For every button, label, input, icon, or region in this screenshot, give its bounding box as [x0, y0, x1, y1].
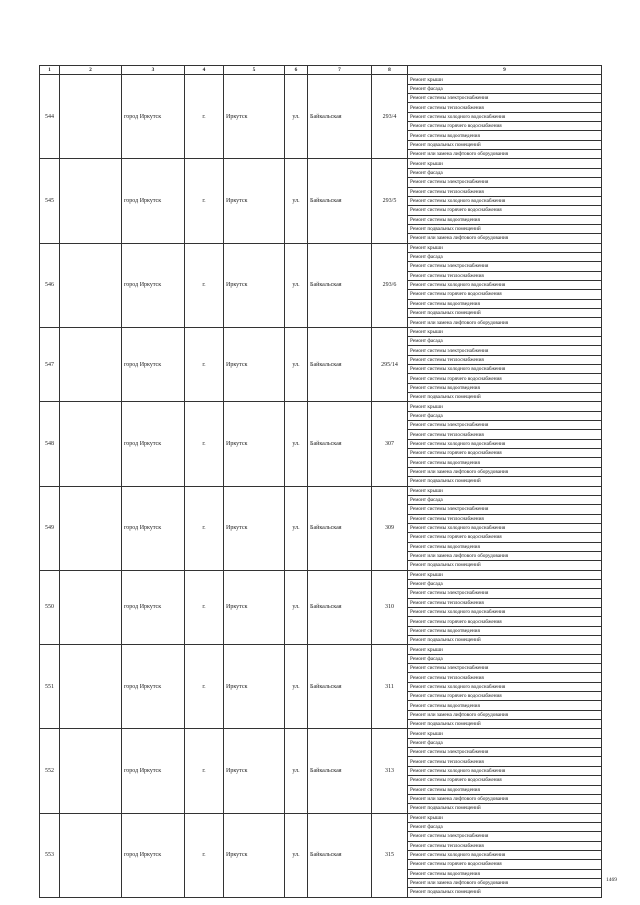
settlement-cell: город Иркутск	[122, 402, 185, 486]
repair-work-item: Ремонт крыши	[408, 570, 602, 579]
repair-work-item: Ремонт системы теплоснабжения	[408, 187, 602, 196]
repair-work-item: Ремонт системы холодного водоснабжения	[408, 607, 602, 616]
city-cell: Иркутск	[224, 570, 285, 645]
street-type-cell: ул.	[285, 813, 308, 897]
row-number-cell: 546	[40, 243, 60, 327]
repair-work-item: Ремонт системы холодного водоснабжения	[408, 439, 602, 448]
repair-work-item: Ремонт или замена лифтового оборудования	[408, 467, 602, 476]
city-type-cell: г.	[185, 243, 224, 327]
repair-work-item: Ремонт системы холодного водоснабжения	[408, 766, 602, 775]
empty-cell	[60, 729, 122, 813]
row-number-cell: 544	[40, 75, 60, 159]
street-cell: Байкальская	[308, 729, 372, 813]
house-number-cell: 309	[372, 486, 408, 570]
street-cell: Байкальская	[308, 645, 372, 729]
repair-work-item: Ремонт системы холодного водоснабжения	[408, 196, 602, 205]
house-number-cell: 307	[372, 402, 408, 486]
repair-work-item: Ремонт системы водоотведения	[408, 626, 602, 635]
repair-work-item: Ремонт системы горячего водоснабжения	[408, 692, 602, 701]
repair-work-item: Ремонт системы холодного водоснабжения	[408, 850, 602, 859]
street-cell: Байкальская	[308, 813, 372, 897]
empty-cell	[60, 570, 122, 645]
repair-work-item: Ремонт подвальных помещений	[408, 224, 602, 233]
repair-work-item: Ремонт системы водоотведения	[408, 131, 602, 140]
repair-work-item: Ремонт системы горячего водоснабжения	[408, 449, 602, 458]
row-number-cell: 553	[40, 813, 60, 897]
column-number: 7	[308, 66, 372, 75]
row-number-cell: 545	[40, 159, 60, 243]
city-cell: Иркутск	[224, 75, 285, 159]
house-number-cell: 310	[372, 570, 408, 645]
city-cell: Иркутск	[224, 243, 285, 327]
city-cell: Иркутск	[224, 402, 285, 486]
table-row	[40, 75, 602, 84]
repair-work-item: Ремонт системы теплоснабжения	[408, 355, 602, 364]
repair-work-item: Ремонт фасада	[408, 337, 602, 346]
row-number-cell: 549	[40, 486, 60, 570]
repair-work-item: Ремонт фасада	[408, 654, 602, 663]
repair-work-item: Ремонт подвальных помещений	[408, 804, 602, 813]
repair-work-item: Ремонт подвальных помещений	[408, 140, 602, 149]
repair-work-item: Ремонт фасада	[408, 579, 602, 588]
repair-work-item: Ремонт системы электроснабжения	[408, 421, 602, 430]
row-number-cell: 552	[40, 729, 60, 813]
table-row	[40, 570, 602, 579]
repair-work-item: Ремонт системы электроснабжения	[408, 664, 602, 673]
street-cell: Байкальская	[308, 486, 372, 570]
repair-work-item: Ремонт системы теплоснабжения	[408, 103, 602, 112]
empty-cell	[60, 645, 122, 729]
repair-work-item: Ремонт системы электроснабжения	[408, 94, 602, 103]
repair-work-item: Ремонт системы водоотведения	[408, 542, 602, 551]
repair-work-item: Ремонт системы горячего водоснабжения	[408, 206, 602, 215]
repair-work-item: Ремонт системы холодного водоснабжения	[408, 365, 602, 374]
repair-work-item: Ремонт системы горячего водоснабжения	[408, 290, 602, 299]
repair-work-item: Ремонт крыши	[408, 75, 602, 84]
street-type-cell: ул.	[285, 402, 308, 486]
repair-work-item: Ремонт или замена лифтового оборудования	[408, 551, 602, 560]
street-type-cell: ул.	[285, 327, 308, 402]
city-cell: Иркутск	[224, 813, 285, 897]
repair-work-item: Ремонт крыши	[408, 729, 602, 738]
settlement-cell: город Иркутск	[122, 813, 185, 897]
repair-work-item: Ремонт крыши	[408, 645, 602, 654]
city-type-cell: г.	[185, 402, 224, 486]
column-number: 3	[122, 66, 185, 75]
city-type-cell: г.	[185, 486, 224, 570]
street-type-cell: ул.	[285, 729, 308, 813]
empty-cell	[60, 75, 122, 159]
column-number: 2	[60, 66, 122, 75]
house-number-cell: 295/14	[372, 327, 408, 402]
street-cell: Байкальская	[308, 570, 372, 645]
repair-work-item: Ремонт крыши	[408, 327, 602, 336]
city-cell: Иркутск	[224, 645, 285, 729]
column-number: 9	[408, 66, 602, 75]
repair-work-item: Ремонт или замена лифтового оборудования	[408, 318, 602, 327]
repair-work-item: Ремонт или замена лифтового оборудования	[408, 878, 602, 887]
repair-work-item: Ремонт системы водоотведения	[408, 458, 602, 467]
repair-work-item: Ремонт системы электроснабжения	[408, 262, 602, 271]
repair-register-table	[39, 65, 602, 898]
repair-work-item: Ремонт системы теплоснабжения	[408, 271, 602, 280]
row-number-cell: 550	[40, 570, 60, 645]
repair-work-item: Ремонт системы электроснабжения	[408, 748, 602, 757]
repair-work-item: Ремонт подвальных помещений	[408, 888, 602, 897]
house-number-cell: 311	[372, 645, 408, 729]
repair-work-item: Ремонт крыши	[408, 486, 602, 495]
repair-work-item: Ремонт фасада	[408, 822, 602, 831]
settlement-cell: город Иркутск	[122, 645, 185, 729]
settlement-cell: город Иркутск	[122, 75, 185, 159]
repair-work-item: Ремонт фасада	[408, 252, 602, 261]
repair-work-item: Ремонт фасада	[408, 411, 602, 420]
street-type-cell: ул.	[285, 75, 308, 159]
table-row	[40, 486, 602, 495]
repair-work-item: Ремонт фасада	[408, 168, 602, 177]
repair-work-item: Ремонт подвальных помещений	[408, 477, 602, 486]
repair-work-item: Ремонт системы горячего водоснабжения	[408, 776, 602, 785]
column-number: 6	[285, 66, 308, 75]
repair-work-item: Ремонт подвальных помещений	[408, 308, 602, 317]
settlement-cell: город Иркутск	[122, 243, 185, 327]
repair-work-item: Ремонт системы холодного водоснабжения	[408, 682, 602, 691]
repair-work-item: Ремонт системы теплоснабжения	[408, 841, 602, 850]
repair-work-item: Ремонт подвальных помещений	[408, 561, 602, 570]
repair-work-item: Ремонт системы электроснабжения	[408, 346, 602, 355]
repair-work-item: Ремонт фасада	[408, 495, 602, 504]
settlement-cell: город Иркутск	[122, 159, 185, 243]
repair-work-item: Ремонт системы водоотведения	[408, 701, 602, 710]
city-type-cell: г.	[185, 729, 224, 813]
repair-work-item: Ремонт подвальных помещений	[408, 393, 602, 402]
repair-work-item: Ремонт системы водоотведения	[408, 215, 602, 224]
repair-work-item: Ремонт системы электроснабжения	[408, 178, 602, 187]
street-type-cell: ул.	[285, 243, 308, 327]
repair-work-item: Ремонт подвальных помещений	[408, 720, 602, 729]
repair-work-item: Ремонт крыши	[408, 159, 602, 168]
street-cell: Байкальская	[308, 402, 372, 486]
empty-cell	[60, 402, 122, 486]
street-type-cell: ул.	[285, 645, 308, 729]
empty-cell	[60, 243, 122, 327]
city-type-cell: г.	[185, 159, 224, 243]
street-cell: Байкальская	[308, 327, 372, 402]
repair-work-item: Ремонт системы горячего водоснабжения	[408, 122, 602, 131]
table-row	[40, 645, 602, 654]
city-cell: Иркутск	[224, 486, 285, 570]
row-number-cell: 551	[40, 645, 60, 729]
repair-work-item: Ремонт крыши	[408, 243, 602, 252]
repair-work-item: Ремонт системы электроснабжения	[408, 505, 602, 514]
repair-work-item: Ремонт системы теплоснабжения	[408, 430, 602, 439]
repair-work-item: Ремонт или замена лифтового оборудования	[408, 710, 602, 719]
repair-work-item: Ремонт системы теплоснабжения	[408, 757, 602, 766]
repair-work-item: Ремонт системы теплоснабжения	[408, 673, 602, 682]
repair-work-item: Ремонт или замена лифтового оборудования	[408, 794, 602, 803]
settlement-cell: город Иркутск	[122, 570, 185, 645]
repair-work-item: Ремонт или замена лифтового оборудования	[408, 150, 602, 159]
house-number-cell: 293/5	[372, 159, 408, 243]
empty-cell	[60, 327, 122, 402]
repair-work-item: Ремонт или замена лифтового оборудования	[408, 234, 602, 243]
street-cell: Байкальская	[308, 243, 372, 327]
empty-cell	[60, 813, 122, 897]
repair-work-item: Ремонт системы горячего водоснабжения	[408, 860, 602, 869]
city-type-cell: г.	[185, 813, 224, 897]
city-type-cell: г.	[185, 570, 224, 645]
row-number-cell: 547	[40, 327, 60, 402]
repair-work-item: Ремонт системы электроснабжения	[408, 589, 602, 598]
repair-work-item: Ремонт системы холодного водоснабжения	[408, 112, 602, 121]
city-cell: Иркутск	[224, 729, 285, 813]
column-number-row	[40, 66, 602, 75]
settlement-cell: город Иркутск	[122, 327, 185, 402]
repair-work-item: Ремонт системы холодного водоснабжения	[408, 523, 602, 532]
table-body	[40, 75, 602, 897]
table-row	[40, 729, 602, 738]
repair-work-item: Ремонт подвальных помещений	[408, 636, 602, 645]
column-number: 4	[185, 66, 224, 75]
empty-cell	[60, 486, 122, 570]
column-number: 1	[40, 66, 60, 75]
repair-work-item: Ремонт крыши	[408, 813, 602, 822]
empty-cell	[60, 159, 122, 243]
repair-work-item: Ремонт системы горячего водоснабжения	[408, 374, 602, 383]
city-type-cell: г.	[185, 645, 224, 729]
city-type-cell: г.	[185, 327, 224, 402]
repair-work-item: Ремонт системы водоотведения	[408, 785, 602, 794]
repair-work-item: Ремонт системы электроснабжения	[408, 832, 602, 841]
column-number: 8	[372, 66, 408, 75]
house-number-cell: 293/4	[372, 75, 408, 159]
repair-work-item: Ремонт системы горячего водоснабжения	[408, 533, 602, 542]
repair-work-item: Ремонт крыши	[408, 402, 602, 411]
repair-work-item: Ремонт системы водоотведения	[408, 383, 602, 392]
street-type-cell: ул.	[285, 159, 308, 243]
table-row	[40, 327, 602, 336]
repair-work-item: Ремонт системы теплоснабжения	[408, 598, 602, 607]
page-number: 1469	[606, 877, 617, 883]
settlement-cell: город Иркутск	[122, 486, 185, 570]
repair-work-item: Ремонт фасада	[408, 84, 602, 93]
repair-work-item: Ремонт системы водоотведения	[408, 869, 602, 878]
table-row	[40, 813, 602, 822]
city-type-cell: г.	[185, 75, 224, 159]
repair-work-item: Ремонт системы водоотведения	[408, 299, 602, 308]
table-row	[40, 402, 602, 411]
repair-work-item: Ремонт фасада	[408, 738, 602, 747]
settlement-cell: город Иркутск	[122, 729, 185, 813]
repair-work-item: Ремонт системы теплоснабжения	[408, 514, 602, 523]
repair-work-item: Ремонт системы горячего водоснабжения	[408, 617, 602, 626]
table-row	[40, 243, 602, 252]
street-cell: Байкальская	[308, 159, 372, 243]
repair-work-item: Ремонт системы холодного водоснабжения	[408, 280, 602, 289]
city-cell: Иркутск	[224, 327, 285, 402]
street-cell: Байкальская	[308, 75, 372, 159]
house-number-cell: 315	[372, 813, 408, 897]
street-type-cell: ул.	[285, 486, 308, 570]
column-number: 5	[224, 66, 285, 75]
table-row	[40, 159, 602, 168]
street-type-cell: ул.	[285, 570, 308, 645]
city-cell: Иркутск	[224, 159, 285, 243]
row-number-cell: 548	[40, 402, 60, 486]
house-number-cell: 293/6	[372, 243, 408, 327]
house-number-cell: 313	[372, 729, 408, 813]
